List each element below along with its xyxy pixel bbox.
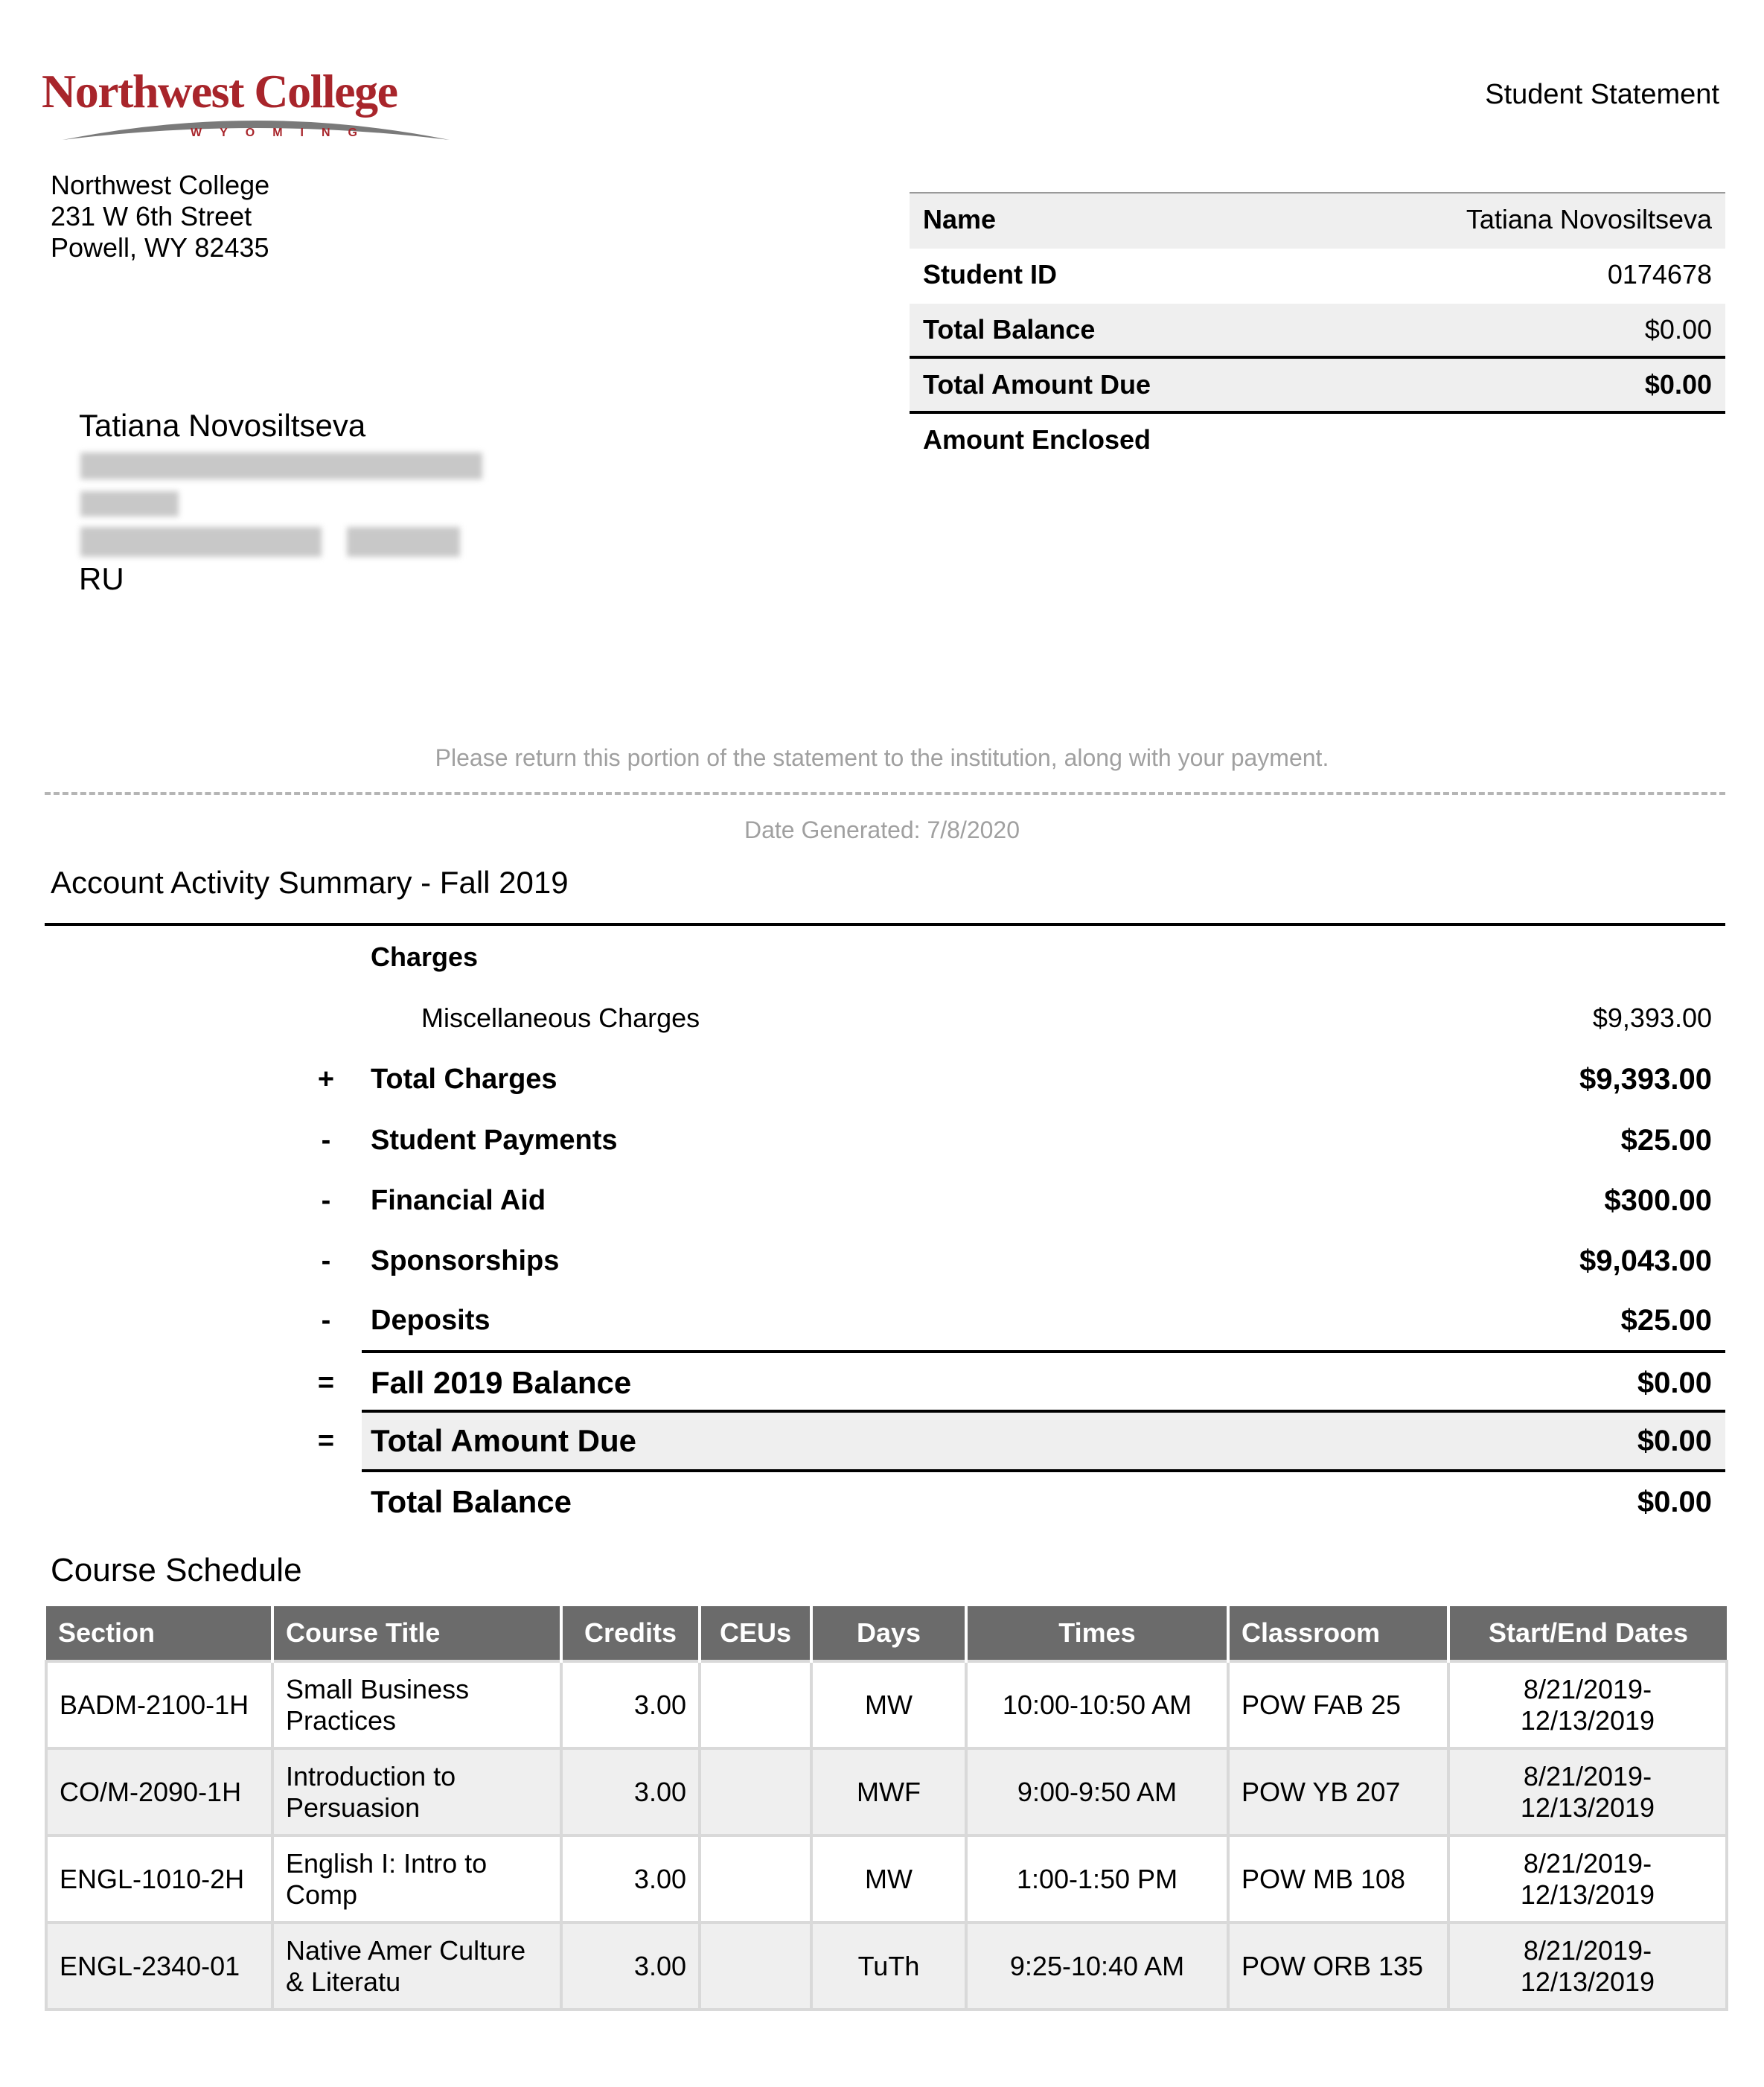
student-id-value: 0174678 [1607, 259, 1712, 290]
course-title-line: English I: Intro to [286, 1847, 488, 1879]
summary-title: Account Activity Summary - Fall 2019 [51, 865, 569, 900]
days-cell: MW [811, 1661, 966, 1748]
total-balance-value: $0.00 [1644, 314, 1712, 345]
mailing-country: RU [79, 561, 124, 596]
summary-label: Fall 2019 Balance [371, 1365, 632, 1400]
classroom-cell: POW MB 108 [1228, 1835, 1448, 1923]
table-header-row [46, 1606, 1727, 1661]
info-row-amount-enclosed [910, 414, 1725, 469]
ceus-cell [700, 1748, 811, 1835]
times-cell: 9:25-10:40 AM [966, 1923, 1228, 2010]
info-row-student-id [910, 249, 1725, 304]
document-title: Student Statement [1485, 79, 1719, 110]
summary-label: Sponsorships [371, 1244, 560, 1276]
misc-charges-row [290, 988, 1725, 1048]
misc-charges-value: $9,393.00 [1592, 1003, 1712, 1033]
total-due-label: Total Amount Due [923, 369, 1151, 400]
course-schedule-table [45, 1606, 1728, 2011]
ceus-cell [700, 1923, 811, 2010]
classroom-cell: POW YB 207 [1228, 1748, 1448, 1835]
summary-amount: $25.00 [1620, 1123, 1712, 1157]
column-header: Section [46, 1606, 272, 1661]
amount-enclosed-label: Amount Enclosed [923, 424, 1151, 455]
summary-amount: $9,393.00 [1579, 1062, 1712, 1096]
name-label: Name [923, 204, 997, 234]
dates-cell [1448, 1835, 1727, 1923]
credits-cell: 3.00 [561, 1923, 700, 2010]
date-line: 8/21/2019- [1523, 1760, 1652, 1792]
summary-amount: $25.00 [1620, 1303, 1712, 1337]
credits-cell: 3.00 [561, 1661, 700, 1748]
classroom-cell: POW ORB 135 [1228, 1923, 1448, 2010]
column-header: CEUs [700, 1606, 811, 1661]
summary-row [290, 1353, 1725, 1413]
table-row [46, 1748, 1727, 1835]
institution-city: Powell, WY 82435 [51, 232, 269, 263]
column-header: Classroom [1228, 1606, 1448, 1661]
date-line: 12/13/2019 [1520, 1704, 1655, 1736]
days-cell: TuTh [811, 1923, 966, 2010]
column-header: Course Title [272, 1606, 561, 1661]
credits-cell: 3.00 [561, 1748, 700, 1835]
summary-label: Total Charges [371, 1063, 557, 1095]
date-line: 8/21/2019- [1523, 1847, 1652, 1879]
summary-label: Deposits [371, 1304, 490, 1336]
dates-cell [1448, 1923, 1727, 2010]
classroom-cell: POW FAB 25 [1228, 1661, 1448, 1748]
summary-label: Student Payments [371, 1124, 618, 1156]
redacted-address-line-3a [80, 527, 322, 557]
credits-cell: 3.00 [561, 1835, 700, 1923]
course-title-cell [272, 1661, 561, 1748]
college-logo [42, 64, 458, 147]
ceus-cell [700, 1835, 811, 1923]
summary-label: Total Balance [371, 1484, 572, 1519]
table-row [46, 1661, 1727, 1748]
summary-row [290, 1171, 1725, 1230]
institution-street: 231 W 6th Street [51, 201, 252, 231]
course-title-line: Persuasion [286, 1792, 421, 1823]
summary-operator: - [321, 1184, 331, 1216]
course-title-cell [272, 1835, 561, 1923]
course-title-line: Native Amer Culture [286, 1934, 526, 1966]
table-row [46, 1923, 1727, 2010]
course-title-cell [272, 1748, 561, 1835]
summary-row [290, 1110, 1725, 1170]
date-generated: Date Generated: 7/8/2020 [744, 816, 1020, 843]
summary-rule [45, 923, 1725, 926]
times-cell: 1:00-1:50 PM [966, 1835, 1228, 1923]
info-row-name [910, 194, 1725, 249]
logo-wordmark: Northwest College [42, 65, 397, 118]
column-header: Credits [561, 1606, 700, 1661]
summary-row [290, 1291, 1725, 1350]
cut-line [45, 792, 1725, 795]
date-line: 12/13/2019 [1520, 1792, 1655, 1823]
redacted-address-line-3b [347, 527, 460, 557]
charges-heading-row [290, 927, 1725, 987]
date-line: 8/21/2019- [1523, 1673, 1652, 1704]
section-cell: ENGL-2340-01 [46, 1923, 272, 2010]
misc-charges-label: Miscellaneous Charges [421, 1003, 700, 1033]
redacted-address-line-2 [80, 491, 179, 517]
account-info-table [910, 194, 1725, 469]
summary-amount: $9,043.00 [1579, 1244, 1712, 1277]
column-header: Start/End Dates [1448, 1606, 1727, 1661]
date-line: 12/13/2019 [1520, 1879, 1655, 1910]
summary-row [290, 1411, 1725, 1471]
summary-amount: $0.00 [1637, 1485, 1712, 1518]
section-cell: ENGL-1010-2H [46, 1835, 272, 1923]
info-row-total-due [910, 359, 1725, 414]
times-cell: 10:00-10:50 AM [966, 1661, 1228, 1748]
summary-row [290, 1472, 1725, 1532]
course-title-line: Comp [286, 1879, 358, 1910]
return-note: Please return this portion of the statement to the institution, along with your payment. [435, 744, 1329, 771]
table-row [46, 1835, 1727, 1923]
info-row-total-balance [910, 304, 1725, 359]
summary-row [290, 1231, 1725, 1291]
dates-cell [1448, 1748, 1727, 1835]
course-title-line: Practices [286, 1704, 397, 1736]
summary-amount: $0.00 [1637, 1366, 1712, 1399]
summary-label: Total Amount Due [371, 1423, 636, 1458]
date-line: 12/13/2019 [1520, 1966, 1655, 1997]
summary-operator: = [317, 1425, 335, 1457]
dates-cell [1448, 1661, 1727, 1748]
schedule-title: Course Schedule [51, 1552, 302, 1588]
institution-name: Northwest College [51, 170, 270, 200]
name-value: Tatiana Novosiltseva [1466, 204, 1712, 234]
section-cell: CO/M-2090-1H [46, 1748, 272, 1835]
student-id-label: Student ID [923, 259, 1057, 290]
course-title-cell [272, 1923, 561, 2010]
date-line: 8/21/2019- [1523, 1934, 1652, 1966]
mailing-name: Tatiana Novosiltseva [79, 408, 366, 443]
total-balance-label: Total Balance [923, 314, 1096, 345]
summary-amount: $0.00 [1637, 1424, 1712, 1457]
summary-operator: - [321, 1244, 331, 1276]
summary-row [290, 1049, 1725, 1109]
ceus-cell [700, 1661, 811, 1748]
redacted-address-line-1 [80, 453, 482, 479]
days-cell: MWF [811, 1748, 966, 1835]
logo-state-text: WYOMING [191, 127, 375, 139]
total-due-value: $0.00 [1644, 369, 1712, 400]
summary-operator: = [317, 1367, 335, 1399]
column-header: Times [966, 1606, 1228, 1661]
section-cell: BADM-2100-1H [46, 1661, 272, 1748]
course-title-line: Small Business [286, 1673, 470, 1704]
column-header: Days [811, 1606, 966, 1661]
days-cell: MW [811, 1835, 966, 1923]
times-cell: 9:00-9:50 AM [966, 1748, 1228, 1835]
course-title-line: & Literatu [286, 1966, 401, 1997]
summary-label: Financial Aid [371, 1184, 546, 1216]
charges-heading: Charges [371, 942, 479, 972]
summary-operator: - [321, 1124, 331, 1156]
course-title-line: Introduction to [286, 1760, 456, 1792]
summary-amount: $300.00 [1604, 1183, 1712, 1217]
institution-address [51, 170, 269, 263]
summary-operator: - [321, 1304, 331, 1336]
summary-operator: + [317, 1063, 335, 1095]
